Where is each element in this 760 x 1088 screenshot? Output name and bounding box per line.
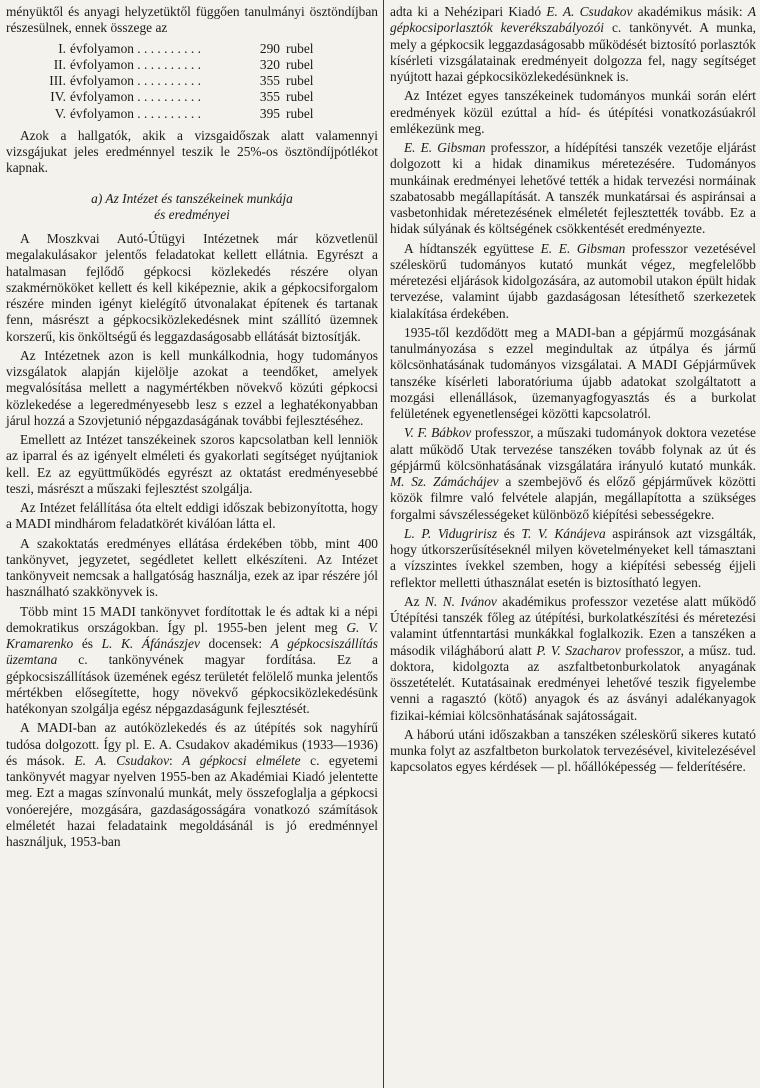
paragraph-postwar-research: A háború utáni időszakban a tanszéken széleskörű sikeres kutató munka folyt az aszfaltbeton burkolatok tervezésével, kivitelezésével kapcsolatos egyes kérdések — pl. hőállóképesség — felderítésére.	[390, 726, 756, 775]
paragraph-continuation: adta ki a Nehézipari Kiadó E. A. Csudakov akadémikus másik: A gépkocsiporlasztók keverékszabályozói c. tankönyvét. A munka, mely a gépkocsik leggazdaságosabb működését biztosító porlasztók kísérleti vizsgálatainak eredményeit dolgozza fel, nagy segítséget nyújtott hazai gépkocsiközlekedésünknek is.	[390, 4, 756, 84]
author-name: V. F. Bábkov	[404, 425, 472, 441]
book-title: A gépkocsiszállítás üzemtana	[6, 636, 378, 668]
author-name: M. Sz. Zámáchájev	[390, 474, 499, 489]
stipend-amount: 290	[259, 40, 280, 56]
year-text: évfolyamon . . . . . . . . . .	[70, 56, 201, 72]
paragraph-textbooks: A szakoktatás eredményes ellátása érdekében több, mint 400 tankönyvet, jegyzetet, segédletet kellett elkészíteni. Az Intézet tankönyveit nemcsak a hallgatóság használja, ezek az ipar részére jól használható szakkönyvek is.	[6, 535, 378, 600]
paragraph-achievements: Az Intézet felállítása óta eltelt eddigi időszak bebizonyította, hogy a MADI mindhárom feladatkörét kiválóan látta el.	[6, 500, 378, 532]
stipend-unit: rubel	[286, 89, 314, 105]
paragraph-road-construction: Az N. N. Ivánov akadémikus professzor vezetése alatt működő Útépítési tanszék főleg az útépítési, burkolatkészítési és méretezési valamint útfenntartási munkákkal foglalkozik. Ezen a tanszéken a második világháború alatt P. V. Szacharov professzor, a műsz. tud. doktora, kidolgozta az aszfaltbetonburkolatok anyagának összetételét. Kutatásainak eredményei lehetővé teszik figyelembe venni a ragasztó (kötő) anyagok és az ásványi adalékanyagok fizikai-kémiai kölcsönhatásának sajátosságait.	[390, 593, 757, 723]
author-name: E. E. Gibsman	[540, 240, 626, 256]
book-title: A gépkocsi elmélete	[182, 752, 301, 768]
author-name: P. V. Szacharov	[536, 642, 621, 658]
year-label: II.	[53, 56, 66, 72]
stipend-row	[36, 41, 346, 57]
column-divider	[383, 0, 384, 1088]
stipend-row	[36, 89, 346, 105]
stipend-unit: rubel	[286, 56, 314, 72]
author-name: E. A. Csudakov	[74, 752, 170, 768]
year-label: IV.	[50, 89, 66, 105]
section-heading-line-2: és eredményei	[154, 206, 230, 222]
paragraph-bridge-design: E. E. Gibsman professzor, a hídépítési tanszék vezetője eljárást dolgozott ki a hidak dinamikus méretezésére. Tudományos munkáinak eredményei lehetővé tették a hidak tervezési normáinak szabatosabb megállapítását. A tanszék munkatársai és aspiránsai a vasbetonhidak méretezésének elméletét fejlesztették tovább. Ez a hidak súlyának és költségének csökkentését eredményezte.	[390, 140, 756, 237]
paragraph-scientific-research: Az Intézetnek azon is kell munkálkodnia, hogy tudományos vizsgálatok alapján kijelölje azokat a teendőket, amelyek megvalósítása mellett a nagymértékben növekvő közúti gépkocsi közlekedése a legeredményesebb lesz s ezzel a leghatékonyabban járul hozzá a Szovjetunió népgazdaságának további fejlesztéséhez.	[6, 347, 378, 428]
right-column	[390, 4, 756, 779]
section-heading-line-1: a) Az Intézet és tanszékeinek munkája	[91, 190, 293, 206]
paragraph-institute-founding: A Moszkvai Autó-Útügyi Intézetnek már közvetlenül megalakulásakor jelentős feladatokat kellett ellátnia. Egyrészt a hatalmasan fejlődő gépkocsi közlekedés részére olyan szakmérnököket kellett és kell kiképeznie, akik a gépkocsiforgalom részére minden igényt kielégítő útvonalakat építenek és tartanak fenn, másrészt a gépkocsiközlekedésnek mint szállító üzemnek korszerű, kis önköltségű és leggazdaságosabb ellátását biztosítják.	[6, 231, 378, 344]
year-text: évfolyamon . . . . . . . . . .	[70, 105, 201, 121]
stipend-row	[36, 73, 346, 89]
stipend-amount: 395	[259, 105, 280, 121]
left-column	[6, 4, 378, 853]
bonus-paragraph: Azok a hallgatók, akik a vizsgaidőszak alatt valamennyi vizsgájukat jeles eredménnyel teszik le 25%-os ösztöndíjpótlékot kapnak.	[6, 127, 378, 176]
year-label: V.	[54, 105, 66, 121]
author-name: G. V. Kramarenko	[6, 619, 378, 651]
stipend-amount: 355	[259, 89, 280, 105]
stipend-unit: rubel	[286, 40, 314, 56]
author-name: E. E. Gibsman	[404, 140, 486, 155]
paragraph-vehicle-motion: 1935-től kezdődött meg a MADI-ban a gépjármű mozgásának tanulmányozása s ezzel megindultak az útpálya és jármű kölcsönhatásának tudományos vizsgálatai. A MADI Gépjárművek tanszéke kísérleti laboratóriuma újabb adatokat szolgáltatott a mozgási ellenállások, üzemanyagfogyasztás és a burkolat felületének egyenetlenségei közötti kapcsolatról.	[390, 324, 756, 421]
paragraph-industry-cooperation: Emellett az Intézet tanszékeinek szoros kapcsolatban kell lenniök az iparral és az igényelt elméleti és gyakorlati segítséget nyújtaniok kell. Ez az együttműködés egyrészt az oktatást eredményesebbé teszi, másrészt a műszaki fejlesztést szolgálja.	[6, 432, 378, 496]
stipend-row	[36, 57, 346, 73]
author-name: L. P. Vidugririsz	[404, 525, 498, 541]
author-name: L. K. Áfánászjev	[101, 636, 200, 651]
section-heading	[6, 191, 378, 224]
paragraph-departments: Az Intézet egyes tanszékeinek tudományos munkái során elért eredmények közül ezúttal a híd- és útépítési vonatkozásúakról emlékezünk meg.	[390, 88, 756, 136]
author-name: N. N. Ivánov	[425, 593, 497, 609]
stipend-amount: 355	[259, 73, 280, 88]
author-name: E. A. Csudakov	[546, 4, 633, 19]
author-name: T. V. Kánájeva	[521, 525, 606, 541]
paragraph-aspirants: L. P. Vidugririsz és T. V. Kánájeva aspiránsok azt vizsgálták, hogy útkorszerűsítéseknél milyen követelményeket kell támasztani a vízszintes ívekkel szemben, hogy a kiépítési sebesség éjjeli reflektor melletti úthasználat esetén is biztosítható legyen.	[390, 525, 757, 590]
paragraph-bridge-department: A hídtanszék együttese E. E. Gibsman professzor vezetésével széleskörű tudományos kutató munkát végez, megfelelőbb méretezési eljárások kidolgozására, az automobil utakon épült hidak tervezése, valamint újabb gazdaságosan létesíthető szerkezetek kialakítása érdekében.	[390, 240, 756, 321]
stipend-amount: 320	[259, 56, 280, 72]
year-label: I.	[58, 40, 66, 56]
stipend-table	[36, 41, 346, 122]
year-text: évfolyamon . . . . . . . . . .	[70, 73, 201, 88]
stipend-row	[36, 106, 346, 122]
paragraph-road-design: V. F. Bábkov professzor, a műszaki tudományok doktora vezetése alatt működő Utak tervezése tanszéken tovább folynak az út és gépjármű kölcsönhatásának vizsgálatára irányuló kutató munkák. M. Sz. Zámáchájev a szembejövő és előző gépjárművek közötti közök filmre való felvétele alapján, megállapította a szükséges forgalmi sávszélességeket különböző kiépítési sebességekre.	[390, 425, 757, 522]
intro-paragraph: ményüktől és anyagi helyzetüktől függően tanulmányi ösztöndíjban részesülnek, ennek összege az	[6, 4, 378, 36]
paragraph-scholars: A MADI-ban az autóközlekedés és az útépítés sok nagyhírű tudósa dolgozott. Így pl. E. A. Csudakov akadémikus (1933—1936) és mások. E. A. Csudakov: A gépkocsi elmélete c. egyetemi tankönyvét magyar nyelven 1955-ben az Akadémiai Kiadó jelentette meg. Ezt a magas színvonalú munkát, mely összefoglalja a gépkocsi vonóerejére, mozgására, gazdaságosságára vonatkozó számítások elméletét hazai feladataink megoldásánál is jó eredménnyel használjuk, 1953-ban	[6, 720, 378, 849]
year-label: III.	[49, 73, 66, 88]
stipend-unit: rubel	[286, 73, 314, 88]
year-text: évfolyamon . . . . . . . . . .	[70, 89, 201, 105]
year-text: évfolyamon . . . . . . . . . .	[70, 40, 201, 56]
paragraph-translations: Több mint 15 MADI tankönyvet fordítottak le és adtak ki a népi demokratikus országokban. Így pl. 1955-ben jelent meg G. V. Kramarenko és L. K. Áfánászjev docensek: A gépkocsiszállítás üzemtana c. tankönyvének magyar fordítása. Ez a gépkocsiszállítások üzemének egész területét felölelő munka jelentős mértékben elősegítette, hogy növekvő gépkocsiközlekedésünk hatékonyan szolgálja egész népgazdaságunk fejlesztését.	[6, 603, 378, 716]
book-title: A gépkocsiporlasztók keverékszabályozói	[390, 4, 756, 36]
stipend-unit: rubel	[286, 105, 314, 121]
